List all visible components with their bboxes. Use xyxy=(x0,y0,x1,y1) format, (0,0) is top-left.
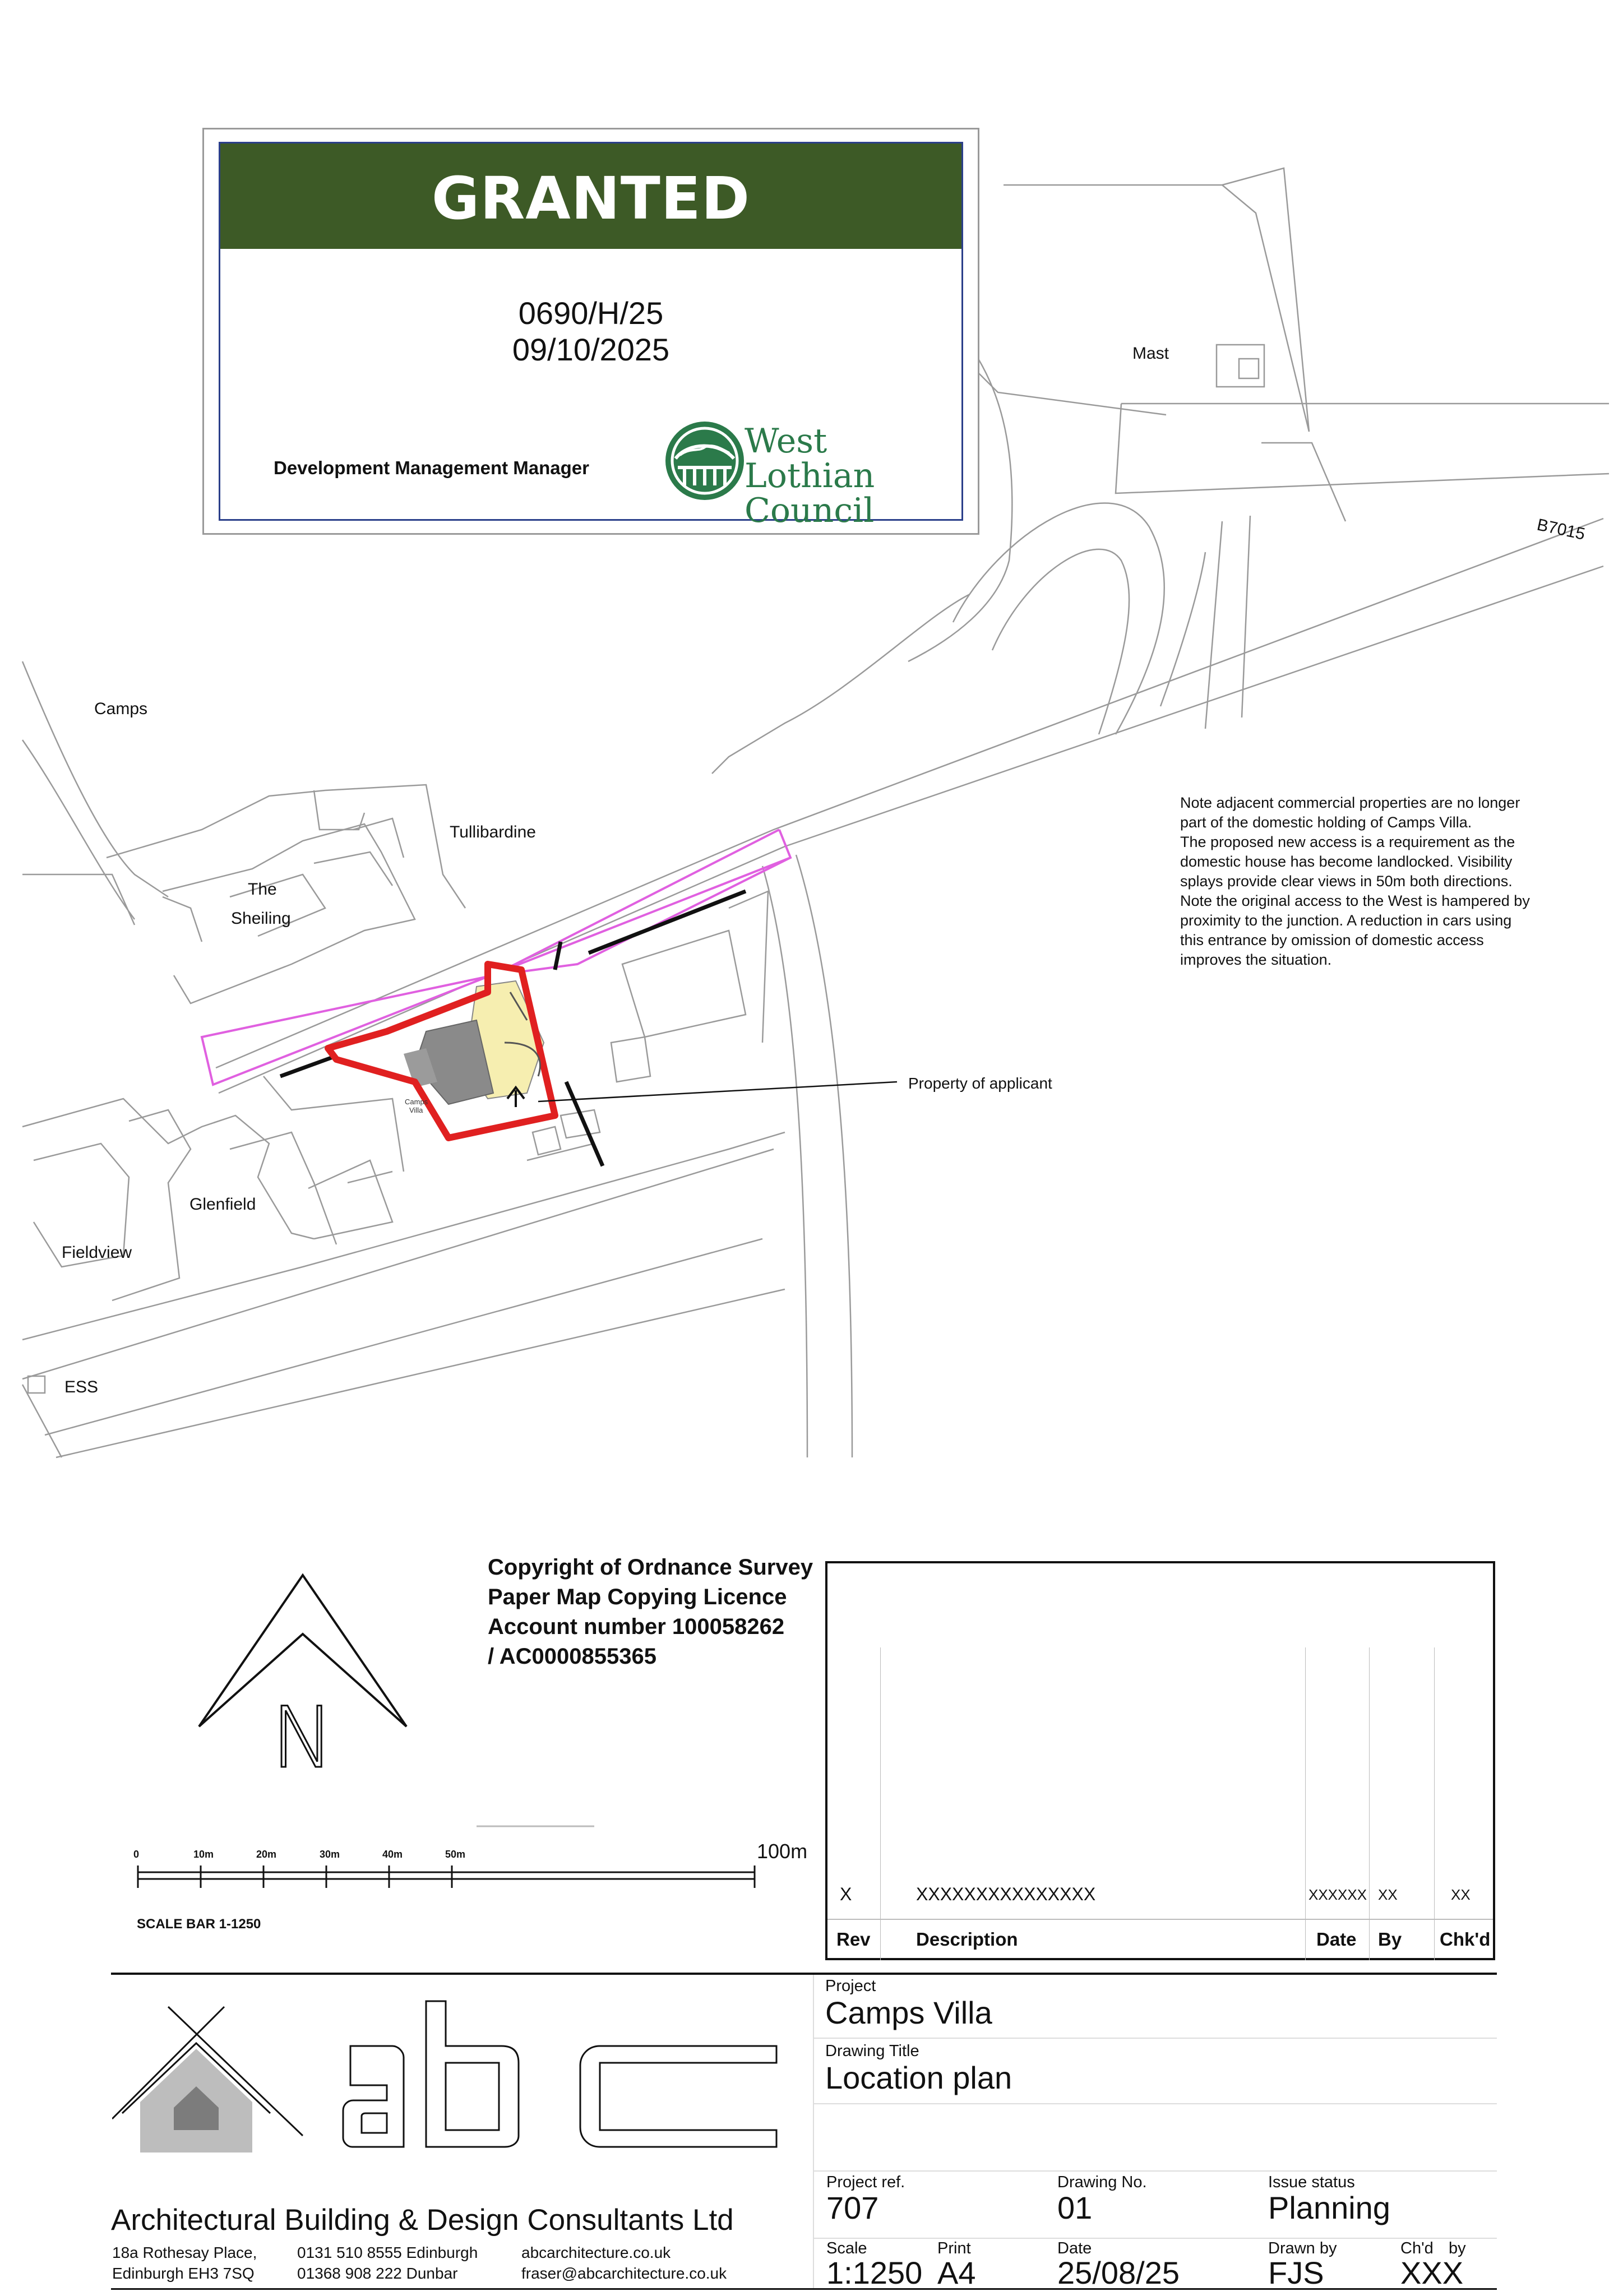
site-label-villa: Villa xyxy=(409,1106,423,1114)
issue-status-label: Issue status xyxy=(1268,2173,1355,2191)
print-value: A4 xyxy=(937,2255,976,2290)
rev-row-rev: X xyxy=(840,1884,852,1904)
stamp-frame xyxy=(219,142,963,530)
rev-row-date: XXXXXX xyxy=(1308,1886,1367,1903)
map-label-fieldview: Fieldview xyxy=(62,1243,132,1262)
map-label-glenfield: Glenfield xyxy=(189,1195,256,1214)
note-line-3: Note the original access to the West is hampered by proximity to the junction. A reduction in cars using this entrance by omission of domestic access improves the situation. xyxy=(1180,892,1530,968)
project-name: Camps Villa xyxy=(825,1995,992,2030)
chkd-by: XXX xyxy=(1400,2255,1464,2290)
note-line-1: Note adjacent commercial properties are no longer part of the domestic holding of Camps Villa. xyxy=(1180,794,1520,831)
callout-label: Property of applicant xyxy=(908,1075,1052,1092)
date-label: Date xyxy=(1057,2239,1092,2257)
drawing-title-label: Drawing Title xyxy=(825,2042,919,2060)
issue-status: Planning xyxy=(1268,2190,1390,2225)
map-label-mast: Mast xyxy=(1132,344,1169,363)
copyright-line-1: Copyright of Ordnance Survey xyxy=(488,1555,813,1580)
rev-header-description: Description xyxy=(916,1929,1018,1950)
planning-stamp xyxy=(202,128,979,535)
drawn-by-label: Drawn by xyxy=(1268,2239,1337,2257)
rev-row-by: XX xyxy=(1378,1886,1398,1903)
drawn-by: FJS xyxy=(1268,2255,1324,2290)
copyright-line-3: Account number 100058262 xyxy=(488,1614,785,1639)
company-phone-1: 0131 510 8555 Edinburgh xyxy=(297,2244,478,2261)
title-block-divider xyxy=(813,1975,814,2289)
company-address-1: 18a Rothesay Place, xyxy=(112,2244,257,2261)
scale-label: Scale xyxy=(826,2239,867,2257)
stamp-date: 09/10/2025 xyxy=(512,332,670,367)
company-phone-2: 01368 908 222 Dunbar xyxy=(297,2265,458,2282)
council-name-line2: Council xyxy=(745,491,875,530)
chkd-by-label: by xyxy=(1449,2239,1466,2257)
stamp-signatory: Development Management Manager xyxy=(274,457,589,478)
stamp-status: GRANTED xyxy=(220,144,961,249)
os-copyright xyxy=(488,1553,813,1672)
print-label: Print xyxy=(937,2239,971,2257)
company-name: Architectural Building & Design Consultants Ltd xyxy=(111,2204,734,2237)
drawing-no-label: Drawing No. xyxy=(1057,2173,1147,2191)
scale-value: 1:1250 xyxy=(826,2255,923,2290)
site-label-camps: Camps xyxy=(405,1098,428,1106)
rev-header-date: Date xyxy=(1316,1929,1357,1950)
scale-tick-40: 40m xyxy=(382,1849,403,1860)
map-label-road: B7015 xyxy=(1535,515,1587,544)
planning-note xyxy=(1180,793,1539,970)
rev-row-description: XXXXXXXXXXXXXXX xyxy=(916,1884,1096,1904)
north-arrow-icon xyxy=(191,1564,415,1777)
scale-bar xyxy=(123,1822,824,1928)
revision-table xyxy=(825,1561,1495,1960)
company-email: fraser@abcarchitecture.co.uk xyxy=(521,2265,727,2282)
title-block-top-rule xyxy=(111,1973,1497,1975)
callout-leader xyxy=(538,1082,897,1101)
abc-logo xyxy=(112,1996,785,2152)
drawing-title: Location plan xyxy=(825,2060,1012,2095)
rev-row-chkd: XX xyxy=(1451,1886,1471,1903)
application-site xyxy=(328,964,555,1138)
scale-tick-30: 30m xyxy=(320,1849,340,1860)
note-line-2: The proposed new access is a requirement as the domestic house has become landlocked. Visibility splays provide clear views in 50m both directions. xyxy=(1180,834,1515,890)
copyright-line-2: Paper Map Copying Licence xyxy=(488,1585,787,1609)
rev-header-by: By xyxy=(1378,1929,1402,1950)
map-label-tullibardine: Tullibardine xyxy=(450,823,536,841)
copyright-line-4: / AC0000855365 xyxy=(488,1644,656,1669)
rev-header-chkd: Chk'd xyxy=(1440,1929,1491,1950)
scale-caption: SCALE BAR 1-1250 xyxy=(137,1917,261,1928)
scale-tick-0: 0 xyxy=(133,1849,140,1860)
scale-tick-20: 20m xyxy=(256,1849,277,1860)
north-letter: N xyxy=(271,1689,335,1777)
house-logo-icon xyxy=(112,2007,303,2152)
date-value: 25/08/25 xyxy=(1057,2255,1180,2290)
map-label-sheiling: Sheiling xyxy=(231,909,291,928)
scale-end-label: 100m xyxy=(757,1840,808,1863)
scale-tick-10: 10m xyxy=(193,1849,214,1860)
map-label-ess: ESS xyxy=(64,1378,99,1396)
drawing-no: 01 xyxy=(1057,2190,1093,2225)
council-name xyxy=(745,424,961,528)
project-ref: 707 xyxy=(826,2190,879,2225)
council-logo-icon xyxy=(663,419,746,502)
council-name-line1: West Lothian xyxy=(745,422,875,496)
chkd-label: Ch'd xyxy=(1400,2239,1434,2257)
map-label-the: The xyxy=(248,880,277,899)
company-address-2: Edinburgh EH3 7SQ xyxy=(112,2265,255,2282)
project-label: Project xyxy=(825,1977,876,1995)
project-ref-label: Project ref. xyxy=(826,2173,905,2191)
map-label-camps: Camps xyxy=(94,700,148,718)
rev-header-rev: Rev xyxy=(836,1929,871,1950)
abc-letters xyxy=(343,2001,776,2147)
scale-tick-50: 50m xyxy=(445,1849,466,1860)
stamp-reference: 0690/H/25 xyxy=(518,295,664,331)
company-web: abcarchitecture.co.uk xyxy=(521,2244,671,2261)
